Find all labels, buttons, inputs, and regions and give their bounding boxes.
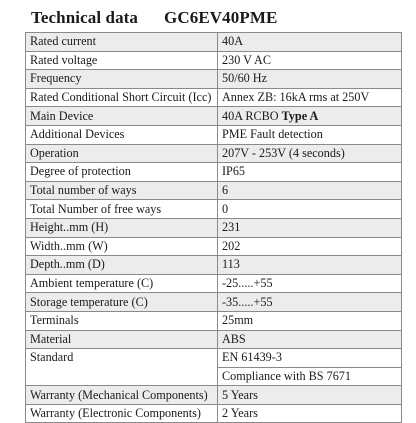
row-value: 113 [218,256,402,275]
row-label: Standard [26,349,218,386]
row-label: Terminals [26,311,218,330]
row-label: Total Number of free ways [26,200,218,219]
row-value: 231 [218,218,402,237]
row-value: 25mm [218,311,402,330]
table-row [26,293,402,312]
spec-table [25,32,402,423]
table-row [26,125,402,144]
row-value: EN 61439-3 [218,349,402,368]
row-value-extra: Compliance with BS 7671 [218,367,402,386]
sheet-title: Technical data [31,8,139,27]
row-value: 40A [218,33,402,52]
table-row [26,404,402,423]
table-row [26,218,402,237]
row-label: Height..mm (H) [26,218,218,237]
title-row [25,6,391,28]
table-row [26,70,402,89]
table-row [26,200,402,219]
table-row [26,107,402,126]
row-value: PME Fault detection [218,125,402,144]
row-label: Rated current [26,33,218,52]
table-row [26,330,402,349]
row-label: Warranty (Electronic Components) [26,404,218,423]
table-row [26,51,402,70]
technical-data-sheet [25,6,391,423]
row-value: 230 V AC [218,51,402,70]
table-row [26,274,402,293]
row-label: Rated Conditional Short Circuit (Icc) [26,88,218,107]
row-value [218,107,402,126]
row-value: 202 [218,237,402,256]
table-row [26,256,402,275]
row-value: 5 Years [218,386,402,405]
row-value: 50/60 Hz [218,70,402,89]
row-value: ABS [218,330,402,349]
row-label: Rated voltage [26,51,218,70]
row-value: 2 Years [218,404,402,423]
row-value: 0 [218,200,402,219]
row-label: Degree of protection [26,163,218,182]
row-label: Ambient temperature (C) [26,274,218,293]
main-device-rating: 40A RCBO [222,108,282,123]
row-label: Depth..mm (D) [26,256,218,275]
row-label: Main Device [26,107,218,126]
row-label: Material [26,330,218,349]
row-label: Width..mm (W) [26,237,218,256]
row-label: Total number of ways [26,181,218,200]
row-label: Operation [26,144,218,163]
table-row [26,386,402,405]
row-value: Annex ZB: 16kA rms at 250V [218,88,402,107]
table-row [26,311,402,330]
table-row [26,181,402,200]
table-row [26,163,402,182]
row-value: 207V - 253V (4 seconds) [218,144,402,163]
table-row [26,237,402,256]
row-value: IP65 [218,163,402,182]
table-row [26,349,402,368]
table-row [26,88,402,107]
main-device-type: Type A [281,108,319,123]
row-value: -35.....+55 [218,293,402,312]
row-label: Warranty (Mechanical Components) [26,386,218,405]
row-label: Frequency [26,70,218,89]
table-row [26,33,402,52]
model-number: GC6EV40PME [164,8,278,27]
table-row [26,144,402,163]
row-value: -25.....+55 [218,274,402,293]
row-value: 6 [218,181,402,200]
row-label: Storage temperature (C) [26,293,218,312]
row-label: Additional Devices [26,125,218,144]
